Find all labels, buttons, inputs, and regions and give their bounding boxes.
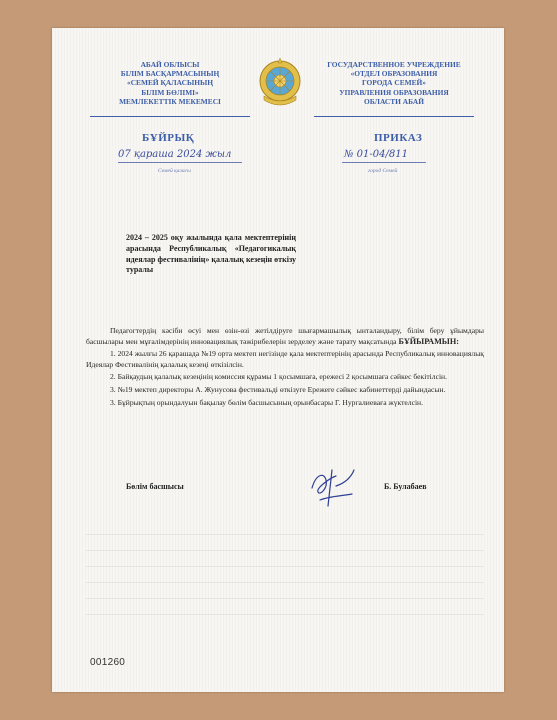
header-ru-line: ГОСУДАРСТВЕННОЕ УЧРЕЖДЕНИЕ: [327, 60, 461, 69]
show-through-line: [86, 614, 484, 615]
city-ru: город Семей: [368, 168, 398, 174]
date-underline: [118, 162, 242, 163]
header-kz-line: БІЛІМ БАСҚАРМАСЫНЫҢ: [120, 69, 220, 79]
body-paragraph: 3. Бұйрықтың орындалуын бақылау бөлім басшысының орынбасары Г. Нургалиеваға жүктелсін.: [110, 397, 424, 407]
body-paragraph: 2. Байқаудың қалалық кезеңінің комиссия құрамы 1 қосымшаға, ережесі 2 қосымшаға сәйкес бекітілсін.: [110, 372, 448, 382]
body-paragraph: 1. 2024 жылғы 26 қарашада №19 орта мектеп негізінде қала мектептерінің арасында Республикалық инновациялық Идеялар Фестивалінің қалалық кезеңі өткізілсін.: [86, 349, 484, 369]
order-date: 07 қараша 2024 жыл: [118, 149, 232, 160]
order-body: [86, 326, 484, 410]
number-underline: [342, 162, 426, 163]
order-number: № 01-04/811: [344, 149, 408, 160]
show-through-line: [86, 582, 484, 583]
header-ru-line: ГОРОДА СЕМЕЙ»: [361, 78, 426, 88]
body-paragraph: [86, 326, 484, 347]
show-through-line: [86, 566, 484, 567]
header-ru: [314, 60, 474, 106]
show-through-line: [86, 598, 484, 599]
body-command: БҰЙЫРАМЫН:: [398, 336, 459, 346]
header-ru-line: УПРАВЛЕНИЯ ОБРАЗОВАНИЯ: [339, 87, 449, 97]
kazakhstan-state-emblem-icon: [258, 56, 302, 110]
header-divider-left: [90, 116, 250, 117]
order-subject: 2024 – 2025 оқу жылында қала мектептерінің арасында Республикалық «Педагогикалық идеялар фестивалінің» қалалық кезеңін өткізу туралы: [126, 233, 296, 275]
show-through-line: [86, 550, 484, 551]
signatory-name: Б. Булабаев: [384, 482, 427, 491]
order-title-ru: ПРИКАЗ: [374, 132, 423, 144]
body-preamble: Педагогтердің кәсіби өсуі мен өзін-өзі жетілдіруге шығармашылық ынталандыру, білім беру ұйымдары басшылары мен мұғалімдерінің инновациялық тәжірибелерін зерделеу және тарату мақсатында: [86, 326, 484, 346]
document-page: [52, 28, 504, 692]
header-kz-line: АБАЙ ОБЛЫСЫ: [140, 60, 200, 69]
header-divider-right: [314, 116, 474, 117]
order-title-kz: БҰЙРЫҚ: [142, 132, 195, 144]
signatory-position: Бөлім басшысы: [126, 482, 184, 491]
body-paragraph: 3. №19 мектеп директоры А. Жунусова фестивальді өткізуге Ережеге сәйкес кабинеттерді дайындасын.: [110, 384, 446, 394]
city-kz: Семей қаласы: [158, 168, 191, 174]
handwritten-signature-icon: [306, 466, 358, 512]
header-kz-line: МЕМЛЕКЕТТІК МЕКЕМЕСІ: [119, 96, 221, 106]
header-ru-line: ОБЛАСТИ АБАЙ: [363, 96, 424, 106]
show-through-line: [86, 534, 484, 535]
header-kz-line: «СЕМЕЙ ҚАЛАСЫНЫҢ: [127, 78, 213, 88]
header-ru-line: «ОТДЕЛ ОБРАЗОВАНИЯ: [350, 69, 438, 79]
header-kz-line: БІЛІМ БӨЛІМІ»: [141, 87, 199, 97]
document-serial-number: 001260: [90, 657, 126, 668]
header-kz: [90, 60, 250, 106]
